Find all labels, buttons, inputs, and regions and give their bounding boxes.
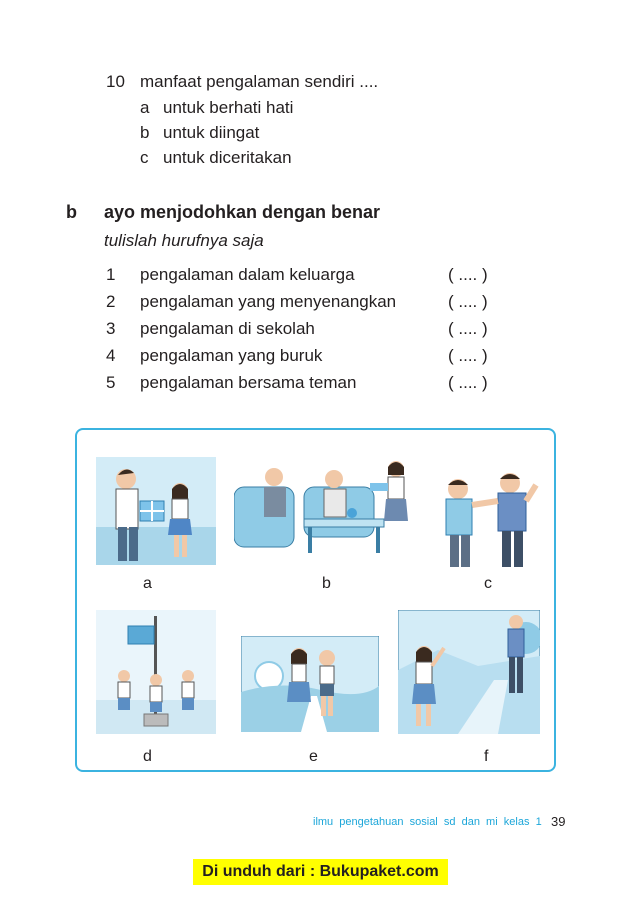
option-letter: b: [140, 123, 150, 142]
section-title: ayo menjodohkan dengan benar: [104, 202, 381, 222]
option-text: untuk berhati hati: [163, 98, 294, 117]
question-text: manfaat pengalaman sendiri ....: [140, 72, 379, 91]
item-text: pengalaman di sekolah: [140, 319, 315, 338]
option-letter: a: [140, 98, 150, 117]
item-number: 3: [106, 319, 116, 338]
item-number: 1: [106, 265, 116, 284]
page-number: 39: [551, 814, 566, 829]
flag-ceremony-illustration: [96, 610, 216, 734]
matching-item: [0, 265, 638, 285]
answer-blank[interactable]: ( .... ): [448, 292, 488, 311]
waving-goodbye-illustration: [398, 610, 540, 734]
picture-label: d: [143, 748, 152, 765]
book-title-footer: ilmu pengetahuan sosial sd dan mi kelas 1: [313, 816, 542, 828]
item-number: 4: [106, 346, 116, 365]
picture-label: e: [309, 748, 318, 765]
item-number: 5: [106, 373, 116, 392]
answer-blank[interactable]: ( .... ): [448, 373, 488, 392]
section-b-heading: [0, 202, 638, 224]
picture-label: c: [484, 575, 492, 592]
answer-blank[interactable]: ( .... ): [448, 346, 488, 365]
answer-blank[interactable]: ( .... ): [448, 319, 488, 338]
answer-blank[interactable]: ( .... ): [448, 265, 488, 284]
matching-item: [0, 346, 638, 366]
item-text: pengalaman yang menyenangkan: [140, 292, 397, 311]
picture-label: b: [322, 575, 331, 592]
fighting-illustration: [428, 465, 546, 569]
matching-item: [0, 319, 638, 339]
question-10: [0, 72, 638, 92]
option-a: [0, 98, 638, 118]
picture-label: a: [143, 575, 152, 592]
download-banner[interactable]: Di unduh dari : Bukupaket.com: [193, 859, 448, 885]
option-text: untuk diingat: [163, 123, 260, 142]
picture-label: f: [484, 748, 489, 765]
section-letter: b: [66, 202, 77, 222]
item-text: pengalaman bersama teman: [140, 373, 357, 392]
gift-giving-illustration: [96, 457, 216, 565]
item-number: 2: [106, 292, 116, 311]
question-number: 10: [106, 72, 125, 91]
friends-walking-illustration: [241, 636, 379, 732]
section-instruction: tulislah hurufnya saja: [104, 231, 264, 250]
option-text: untuk diceritakan: [163, 148, 292, 167]
option-letter: c: [140, 148, 149, 167]
matching-item: [0, 292, 638, 312]
item-text: pengalaman dalam keluarga: [140, 265, 355, 284]
family-living-room-illustration: [234, 457, 414, 565]
option-c: [0, 148, 638, 168]
matching-list: [0, 265, 638, 400]
option-b: [0, 123, 638, 143]
item-text: pengalaman yang buruk: [140, 346, 323, 365]
matching-item: [0, 373, 638, 393]
